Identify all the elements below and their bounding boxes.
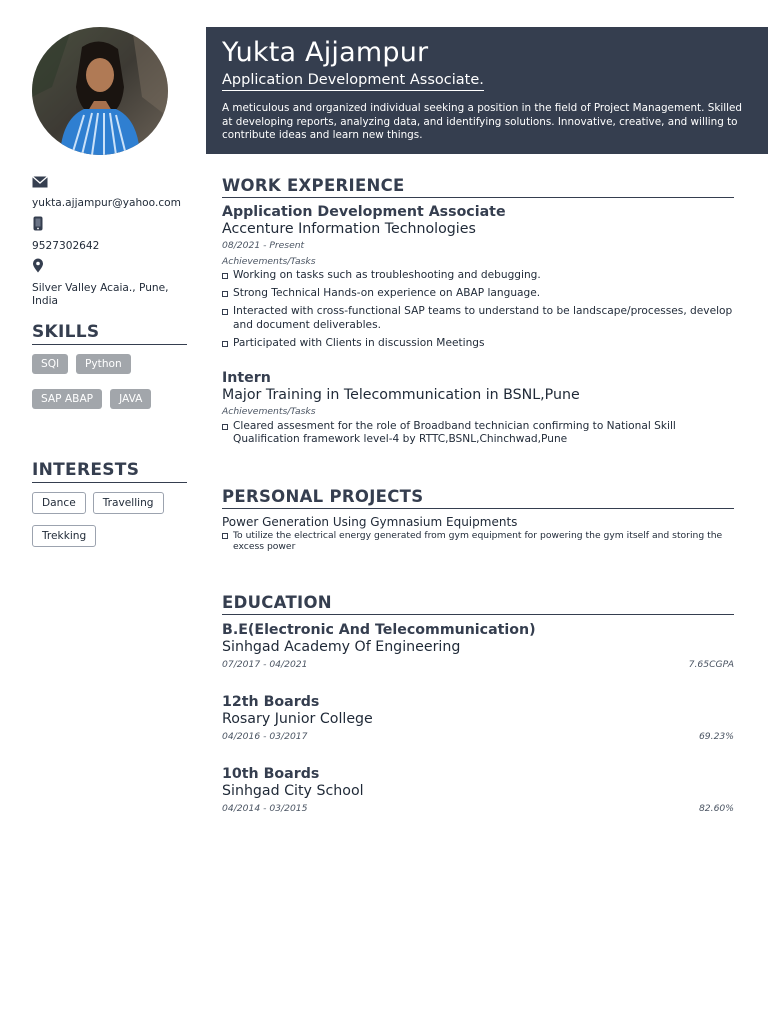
email-text[interactable]: yukta.ajjampur@yahoo.com — [32, 196, 181, 209]
skills-list — [32, 354, 192, 409]
job-entry — [222, 204, 734, 355]
job-achievements-label: Achievements/Tasks — [222, 406, 316, 417]
education-degree: 10th Boards — [222, 766, 320, 782]
education-dates: 04/2014 - 03/2015 — [222, 803, 308, 814]
job-bullet: Participated with Clients in discussion Meetings — [222, 337, 734, 350]
education-dates: 07/2017 - 04/2021 — [222, 659, 308, 670]
skill-tag: SQl — [32, 354, 68, 374]
interest-tag: Dance — [32, 492, 86, 514]
skill-tag: JAVA — [110, 389, 151, 409]
contact-phone — [32, 216, 182, 253]
education-degree: 12th Boards — [222, 694, 320, 710]
header-banner — [206, 27, 768, 154]
education-school: Rosary Junior College — [222, 711, 373, 727]
education-entry — [222, 622, 734, 672]
interest-tag: Travelling — [93, 492, 164, 514]
job-title: Application Development Associate — [222, 204, 506, 220]
job-title: Intern — [222, 370, 271, 386]
project-title: Power Generation Using Gymnasium Equipments — [222, 515, 518, 529]
education-school: Sinhgad Academy Of Engineering — [222, 639, 461, 655]
job-bullet: Working on tasks such as troubleshooting and debugging. — [222, 269, 734, 282]
job-bullets — [222, 420, 734, 446]
job-bullets — [222, 269, 734, 350]
education-grade: 7.65CGPA — [688, 659, 734, 670]
job-bullet: Strong Technical Hands-on experience on ABAP language. — [222, 287, 734, 300]
project-bullet: To utilize the electrical energy generated from gym equipment for powering the gym itself and storing the excess power — [222, 530, 734, 552]
skills-heading: SKILLS — [32, 322, 187, 345]
job-bullet: Cleared assesment for the role of Broadband technician confirming to National Skill Qualification framework level-4 by RTTC,BSNL,Chinchwad,Pune — [222, 420, 734, 446]
location-pin-icon — [32, 258, 182, 278]
job-company: Accenture Information Technologies — [222, 221, 476, 237]
education-entry — [222, 766, 734, 816]
education-degree: B.E(Electronic And Telecommunication) — [222, 622, 536, 638]
candidate-role: Application Development Associate. — [222, 72, 484, 91]
personal-projects-heading: PERSONAL PROJECTS — [222, 487, 734, 509]
project-bullets — [222, 530, 734, 552]
job-entry — [222, 370, 734, 451]
education-heading: EDUCATION — [222, 593, 734, 615]
education-grade: 69.23% — [698, 731, 734, 742]
profile-photo — [32, 27, 168, 155]
phone-text[interactable]: 9527302642 — [32, 239, 100, 252]
project-entry — [222, 515, 734, 552]
phone-icon — [32, 216, 182, 236]
work-experience-heading: WORK EXPERIENCE — [222, 176, 734, 198]
education-entry — [222, 694, 734, 744]
envelope-icon — [32, 176, 182, 193]
skill-tag: Python — [76, 354, 131, 374]
job-bullet: Interacted with cross-functional SAP teams to understand to be landscape/processes, develop and document deliverables. — [222, 305, 734, 331]
education-school: Sinhgad City School — [222, 783, 364, 799]
education-grade: 82.60% — [698, 803, 734, 814]
interest-tag: Trekking — [32, 525, 96, 547]
job-dates: 08/2021 - Present — [222, 240, 305, 251]
job-company: Major Training in Telecommunication in BSNL,Pune — [222, 387, 580, 403]
education-dates: 04/2016 - 03/2017 — [222, 731, 308, 742]
skill-tag: SAP ABAP — [32, 389, 102, 409]
contact-email — [32, 176, 182, 210]
interests-list — [32, 492, 192, 547]
profile-summary: A meticulous and organized individual seeking a position in the field of Project Management. Skilled at developing reports, analyzing data, and identifying solutions. Innovative, creative, and willing to contribute ideas and learn new things. — [222, 102, 742, 141]
job-achievements-label: Achievements/Tasks — [222, 255, 316, 267]
candidate-name: Yukta Ajjampur — [222, 37, 429, 68]
address-text: Silver Valley Acaia., Pune, India — [32, 281, 169, 307]
contact-address — [32, 258, 182, 309]
interests-heading: INTERESTS — [32, 460, 187, 483]
